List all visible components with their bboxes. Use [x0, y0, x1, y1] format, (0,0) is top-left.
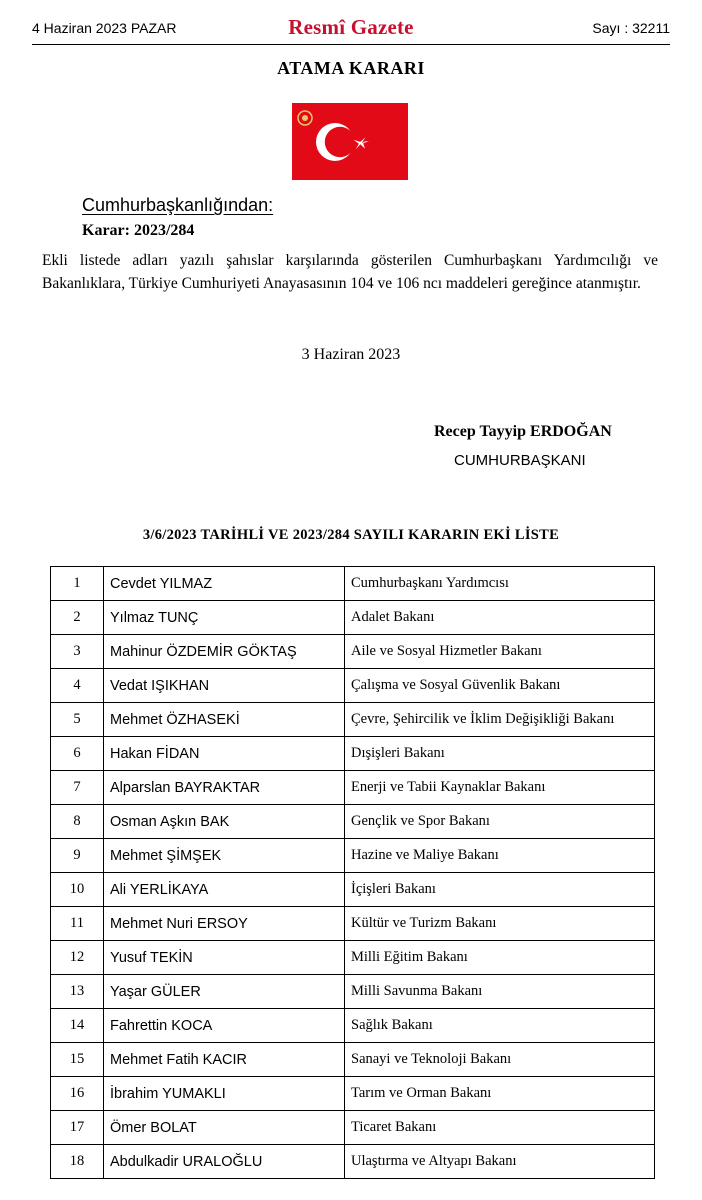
appointee-name: Yılmaz TUNÇ: [104, 601, 345, 635]
appointee-name: Ali YERLİKAYA: [104, 873, 345, 907]
table-row: [51, 975, 655, 1009]
appointee-position: Çalışma ve Sosyal Güvenlik Bakanı: [345, 669, 655, 703]
table-row: [51, 839, 655, 873]
row-number: 11: [51, 907, 104, 941]
issue-number: Sayı : 32211: [592, 20, 670, 36]
appointee-name: Mehmet Nuri ERSOY: [104, 907, 345, 941]
appointee-name: Osman Aşkın BAK: [104, 805, 345, 839]
appointee-position: Tarım ve Orman Bakanı: [345, 1077, 655, 1111]
table-row: [51, 805, 655, 839]
appointee-name: Mehmet ŞİMŞEK: [104, 839, 345, 873]
appointee-position: Aile ve Sosyal Hizmetler Bakanı: [345, 635, 655, 669]
row-number: 9: [51, 839, 104, 873]
row-number: 10: [51, 873, 104, 907]
appointee-name: Mahinur ÖZDEMİR GÖKTAŞ: [104, 635, 345, 669]
appointee-name: Alparslan BAYRAKTAR: [104, 771, 345, 805]
appointee-position: Çevre, Şehircilik ve İklim Değişikliği Bakanı: [345, 703, 655, 737]
row-number: 2: [51, 601, 104, 635]
table-row: [51, 1145, 655, 1179]
appointee-position: Sanayi ve Teknoloji Bakanı: [345, 1043, 655, 1077]
row-number: 18: [51, 1145, 104, 1179]
table-row: [51, 669, 655, 703]
signer-title: CUMHURBAŞKANI: [454, 452, 586, 469]
appointee-position: Hazine ve Maliye Bakanı: [345, 839, 655, 873]
appointments-table: [50, 566, 655, 1179]
header-date: 4 Haziran 2023 PAZAR: [32, 20, 177, 36]
appointee-position: Sağlık Bakanı: [345, 1009, 655, 1043]
appointee-name: Vedat IŞIKHAN: [104, 669, 345, 703]
gazette-header: [32, 14, 670, 45]
appointee-position: Ulaştırma ve Altyapı Bakanı: [345, 1145, 655, 1179]
table-row: [51, 737, 655, 771]
signer-name: Recep Tayyip ERDOĞAN: [434, 423, 612, 440]
row-number: 6: [51, 737, 104, 771]
decision-number: Karar: 2023/284: [82, 222, 195, 239]
appointee-name: Abdulkadir URALOĞLU: [104, 1145, 345, 1179]
appointee-position: İçişleri Bakanı: [345, 873, 655, 907]
appointee-name: Ömer BOLAT: [104, 1111, 345, 1145]
appendix-list-title: 3/6/2023 TARİHLİ VE 2023/284 SAYILI KARARIN EKİ LİSTE: [142, 527, 560, 543]
table-row: [51, 1043, 655, 1077]
appointee-name: Fahrettin KOCA: [104, 1009, 345, 1043]
table-row: [51, 601, 655, 635]
appointee-position: Adalet Bakanı: [345, 601, 655, 635]
appointee-name: Cevdet YILMAZ: [104, 567, 345, 601]
appointee-position: Kültür ve Turizm Bakanı: [345, 907, 655, 941]
turkish-flag-icon: [292, 103, 408, 180]
table-row: [51, 1009, 655, 1043]
appointee-position: Milli Eğitim Bakanı: [345, 941, 655, 975]
row-number: 17: [51, 1111, 104, 1145]
table-row: [51, 771, 655, 805]
row-number: 12: [51, 941, 104, 975]
appointee-name: Hakan FİDAN: [104, 737, 345, 771]
appointee-name: Yaşar GÜLER: [104, 975, 345, 1009]
row-number: 13: [51, 975, 104, 1009]
gazette-name: Resmî Gazete: [288, 15, 414, 39]
appointee-name: Mehmet Fatih KACIR: [104, 1043, 345, 1077]
table-row: [51, 1077, 655, 1111]
decision-date: 3 Haziran 2023: [301, 346, 401, 363]
appointee-name: Mehmet ÖZHASEKİ: [104, 703, 345, 737]
appointee-position: Enerji ve Tabii Kaynaklar Bakanı: [345, 771, 655, 805]
decision-body: Ekli listede adları yazılı şahıslar karşılarında gösterilen Cumhurbaşkanı Yardımcılığı ve Bakanlıklara, Türkiye Cumhuriyeti Anayasasının 104 ve 106 ncı maddeleri gereğince atanmıştır.: [42, 252, 658, 292]
appointee-position: Dışişleri Bakanı: [345, 737, 655, 771]
row-number: 3: [51, 635, 104, 669]
row-number: 1: [51, 567, 104, 601]
table-row: [51, 941, 655, 975]
appointee-name: İbrahim YUMAKLI: [104, 1077, 345, 1111]
table-row: [51, 567, 655, 601]
appointee-position: Ticaret Bakanı: [345, 1111, 655, 1145]
appointee-position: Milli Savunma Bakanı: [345, 975, 655, 1009]
table-row: [51, 873, 655, 907]
document-title: ATAMA KARARI: [277, 58, 425, 78]
row-number: 14: [51, 1009, 104, 1043]
row-number: 5: [51, 703, 104, 737]
row-number: 8: [51, 805, 104, 839]
appointee-position: Cumhurbaşkanı Yardımcısı: [345, 567, 655, 601]
table-row: [51, 1111, 655, 1145]
appointee-name: Yusuf TEKİN: [104, 941, 345, 975]
row-number: 4: [51, 669, 104, 703]
table-row: [51, 635, 655, 669]
table-row: [51, 703, 655, 737]
row-number: 7: [51, 771, 104, 805]
issuing-authority: Cumhurbaşkanlığından:: [82, 195, 274, 215]
appointee-position: Gençlik ve Spor Bakanı: [345, 805, 655, 839]
row-number: 15: [51, 1043, 104, 1077]
table-row: [51, 907, 655, 941]
row-number: 16: [51, 1077, 104, 1111]
